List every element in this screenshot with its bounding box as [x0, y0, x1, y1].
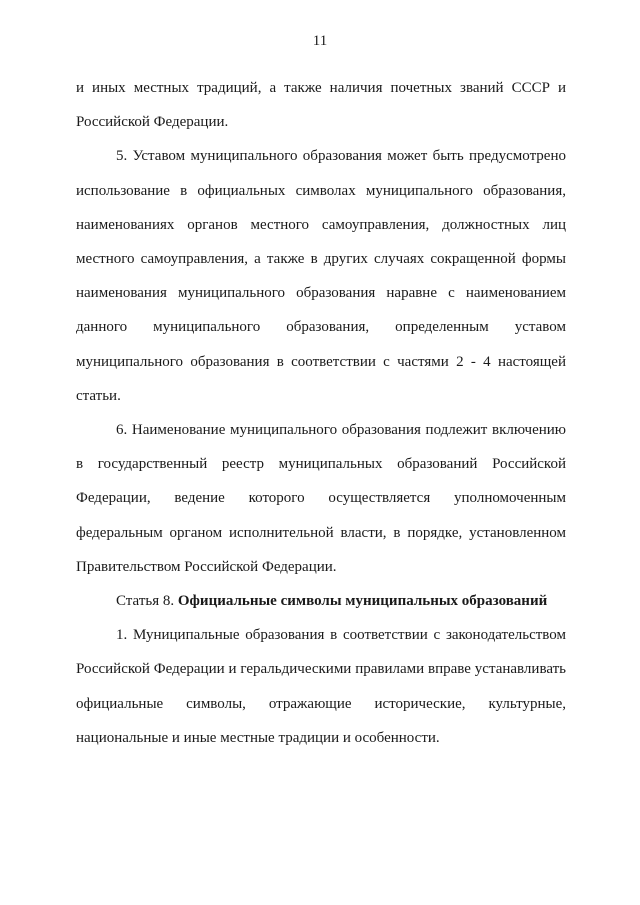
article-paragraph-1: 1. Муниципальные образования в соответствии с законодательством Российской Федерации и геральдическими правилами вправе устанавливать официальные символы, отражающие исторические, культурные, национальные и иные местные традиции и особенности.	[76, 627, 566, 746]
article-heading	[76, 584, 566, 618]
paragraph-continued: и иных местных традиций, а также наличия почетных званий СССР и Российской Федерации.	[76, 80, 566, 131]
paragraph-6: 6. Наименование муниципального образования подлежит включению в государственный реестр муниципальных образований Российской Федерации, ведение которого осуществляется уполномоченным федеральным органом исполнительной власти, в порядке, установленном Правительством Российской Федерации.	[76, 422, 566, 575]
page-number: 11	[312, 33, 328, 49]
paragraph-5: 5. Уставом муниципального образования может быть предусмотрено использование в официальных символах муниципального образования, наименованиях органов местного самоуправления, должностных лиц местного самоуправления, а также в других случаях сокращенной формы наименования муниципального образования наравне с наименованием данного муниципального образования, определенным уставом муниципального образования в соответствии с частями 2 - 4 настоящей статьи.	[76, 148, 566, 404]
article-title: Официальные символы муниципальных образований	[177, 593, 548, 610]
article-number: Статья 8.	[116, 593, 175, 610]
document-body	[76, 71, 566, 755]
